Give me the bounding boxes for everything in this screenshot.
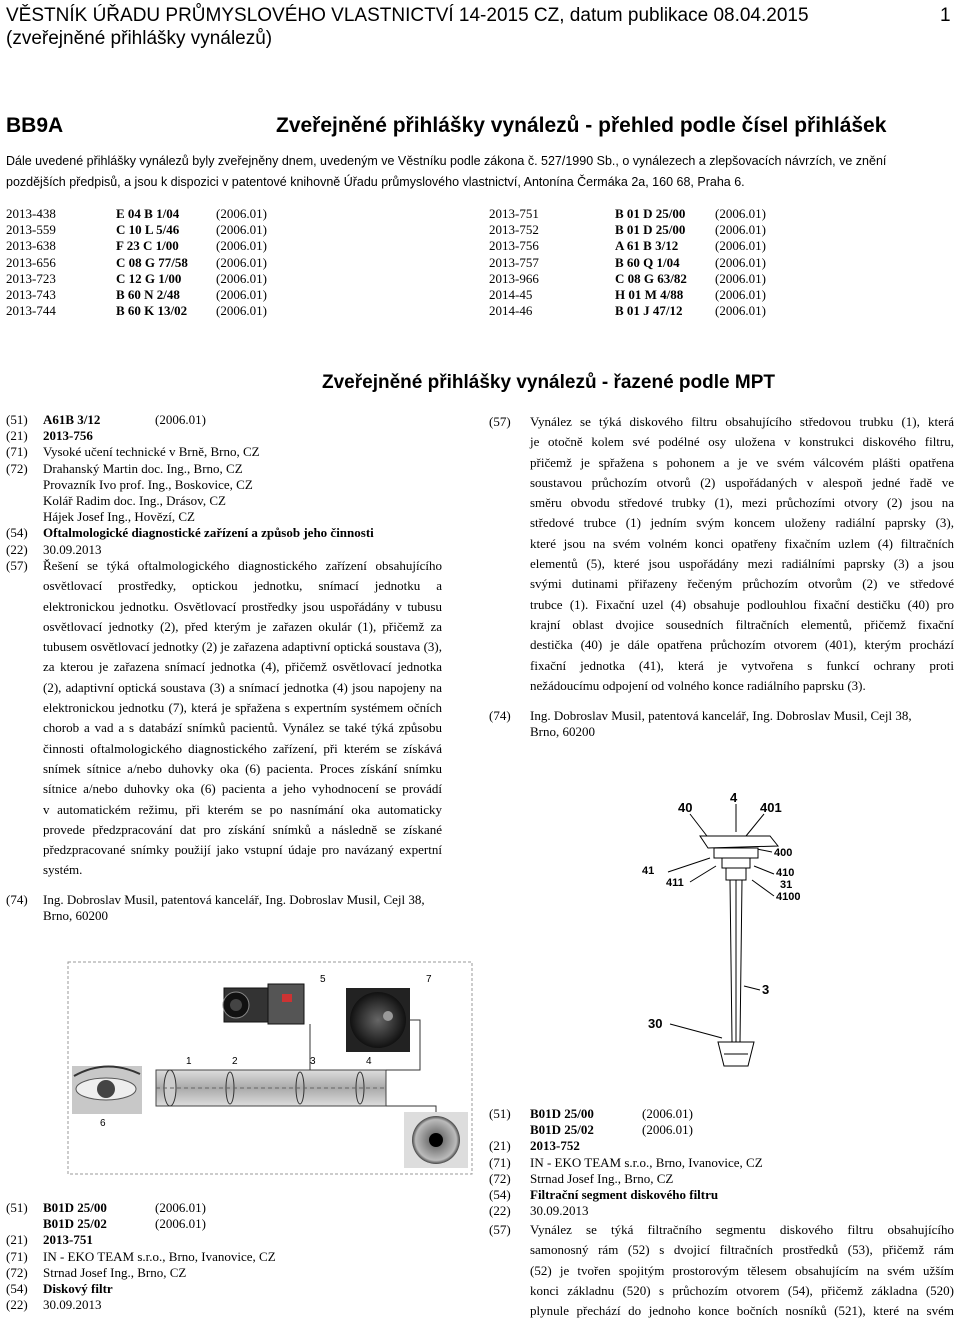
entry-2013-752: (51) B01D 25/00 (2006.01) B01D 25/02 (2006.01) (21) 2013-752 (71) IN - EKO TEAM s.r.o., Brno, Ivanovice, CZ (72) Strnad Josef Ing., Brno, CZ (54) Filtrační segment diskového filtru (22) 30.09.2013 [489, 1106, 763, 1219]
ophthalmic-device-figure [60, 958, 480, 1180]
figure-label: 3 [310, 1056, 316, 1067]
figure-label: 1 [186, 1056, 192, 1067]
figure-label: 4 [730, 790, 738, 805]
disk-filter-figure [640, 776, 840, 1082]
journal-header [6, 4, 809, 50]
mpt-section-title: Zveřejněné přihlášky vynálezů - řazené podle MPT [322, 372, 775, 393]
list-item: 2013-743 B 60 N 2/48 (2006.01) [6, 286, 267, 302]
figure-label: 4100 [776, 891, 801, 903]
agent-2013-756: (74) Ing. Dobroslav Musil, patentová kancelář, Ing. Dobroslav Musil, Cejl 38, Brno, 60200 [6, 892, 425, 924]
intro-line-1: Dále uvedené přihlášky vynálezů byly zveřejněny dnem, uvedeným ve Věstníku podle zákona č. 527/1990 Sb., o vynálezech a zlepšovacích návrzích, ve znění [6, 154, 887, 168]
inventor: Drahanský Martin doc. Ing., Brno, CZ [43, 460, 243, 476]
application-number: 2013-756 [43, 428, 93, 444]
radial-spoke [718, 880, 754, 1066]
list-item: 2013-723 C 12 G 1/00 (2006.01) [6, 270, 267, 286]
eye-photo [72, 1066, 142, 1114]
figure-label: 4 [366, 1056, 372, 1067]
application-number: 2013-752 [530, 1138, 580, 1154]
section-title: Zveřejněné přihlášky vynálezů - přehled podle čísel přihlášek [276, 114, 887, 137]
entry-2013-751: (51) B01D 25/00 (2006.01) B01D 25/02 (2006.01) (21) 2013-751 (71) IN - EKO TEAM s.r.o., Brno, Ivanovice, CZ (72) Strnad Josef Ing., Brno, CZ (54) Diskový filtr (22) 30.09.2013 [6, 1200, 276, 1313]
application-list-left [6, 206, 267, 319]
header-line-1: VĚSTNÍK ÚŘADU PRŮMYSLOVÉHO VLASTNICTVÍ 14-2015 CZ, datum publikace 08.04.2015 [6, 5, 809, 26]
list-item: 2013-638 F 23 C 1/00 (2006.01) [6, 238, 267, 254]
figure-label: 400 [774, 847, 793, 859]
list-item: 2013-656 C 08 G 77/58 (2006.01) [6, 254, 267, 270]
inventor: Strnad Josef Ing., Brno, CZ [530, 1170, 674, 1186]
figure-label: 41 [642, 865, 655, 877]
inventor: Strnad Josef Ing., Brno, CZ [43, 1264, 187, 1280]
header-line-2: (zveřejněné přihlášky vynálezů) [6, 28, 273, 49]
applicant: IN - EKO TEAM s.r.o., Brno, Ivanovice, CZ [43, 1248, 276, 1264]
figure-label: 5 [320, 974, 326, 985]
list-item: 2014-45 H 01 M 4/88 (2006.01) [489, 286, 766, 302]
abstract-text: Řešení se týká oftalmologického diagnostického zařízení obsahujícího osvětlovací prostředky, optickou jednotku, snímací jednotku a elektronickou jednotku. Osvětlovací prostředky jsou uspořádány v tubusu osvětlovací jednotky (2), před kterým je zařazen okulár (1), přičemž za tubusem osvětlovací jednotky (2) je zařazena adaptivní optická soustava (3), za kterou je zařazena snímací jednotka (4), přičemž osvětlovací jednotka (2), adaptivní optická soustava (3) a snímací jednotka (4) jsou napojeny na elektronickou jednotku (7), která je spřažena s expertním systémem očních chorob a vad a s databází snímků pacientů. Vynález se také týká způsobu činnosti oftalmologického diagnostického zařízení, při kterém se získává snímek sítnice a/nebo duhovky oka (6) pacienta. Proces získání snímku sítnice a/nebo duhovky oka (6) pacienta a jeho vyhodnocení se provádí v automatickém režimu, při kterém se po nasnímání oka automaticky provede předzpracování dat pro získání snímků a následně se získané předzpracované snímky použijí jako vstupní údaje pro navázaný expertní systém. [43, 558, 442, 878]
ipc-class: B01D 25/00 [43, 1200, 107, 1215]
agent-2013-751: (74) Ing. Dobroslav Musil, patentová kancelář, Ing. Dobroslav Musil, Cejl 38, Brno, 60200 [489, 708, 912, 740]
figure-label: 30 [648, 1016, 663, 1031]
abstract-text: Vynález se týká diskového filtru obsahujícího středovou trubku (1), která je otočně kolem své podélné osy uložena v konstrukci diskového filtru, přičemž je spřažena s pohonem a je ve svém válcovém plášti opatřena soustavou průchozím otvorů (2) uspořádaných v alespoň jedné řadě ve směru obvodu středové trubky (1), mezi průchozími otvory (2) jsou na středové trubce (1) jedním svým koncem uloženy radiální paprsky (3), které jsou na svém volném konci opatřeny fixačním uzlem (4) filtračních elementů (5), které jsou uspořádány mezi radiálními paprsky (3) a jsou svými dutinami přiřazeny řečeným průchozím otvorům (2) ve středové trubce (1). Fixační uzel (4) obsahuje podlouhlou fixační destičku (40) pro krajní oblast dvojice sousedních filtračních elementů, přičemž fixační destička (40) je dále opatřena průchozím otvorem (401), kterým prochází fixační jednotka (41), která je vytvořena s funkcí ochrany proti nežádoucímu odpojení od volného konce radiálního paprsku (3). [530, 414, 954, 693]
ipc-class: B01D 25/02 [530, 1122, 594, 1138]
fixation-node [700, 836, 778, 880]
list-item: 2013-757 B 60 Q 1/04 (2006.01) [489, 254, 766, 270]
optical-tube [156, 1070, 386, 1106]
figure-label: 401 [760, 800, 782, 815]
figure-label: 31 [780, 879, 793, 891]
section-intro [6, 151, 956, 193]
application-list-right [489, 206, 766, 319]
figure-label: 2 [232, 1056, 238, 1067]
abstract-2013-752: (57) Vynález se týká filtračního segmentu diskového filtru obsahujícího samonosný rám (52) s dvojicí filtračních prostředků (53), přičemž rám (52) je tvořen spojitým prostorovým tělesem obsahujícím na svém užším konci základnu (520) s průchozím otvorem (54), přičemž základna (520) plynule přechází do jednoho konce bočních nosníků (521), které na svém [489, 1220, 955, 1321]
filing-date: 30.09.2013 [530, 1203, 589, 1219]
figure-label: 6 [100, 1118, 106, 1129]
invention-title: Oftalmologické diagnostické zařízení a způsob jeho činnosti [43, 525, 374, 541]
list-item: 2014-46 B 01 J 47/12 (2006.01) [489, 303, 766, 319]
iris-image [404, 1112, 468, 1168]
inventor: Hájek Josef Ing., Hovězí, CZ [43, 509, 195, 525]
applicant: Vysoké učení technické v Brně, Brno, CZ [43, 444, 260, 460]
entry-2013-756: (51) A61B 3/12 (2006.01) (21) 2013-756 (71) Vysoké učení technické v Brně, Brno, CZ (72) Drahanský Martin doc. Ing., Brno, CZ Provazník Ivo prof. Ing., Boskovice, CZ Kolář Radim doc. Ing., Drásov, CZ Hájek Josef Ing., Hovězí, CZ (54) Oftalmologické diagnostické zařízení a způsob jeho činnosti (22) 30.09.2013 [6, 412, 374, 557]
filing-date: 30.09.2013 [43, 541, 102, 557]
abstract-2013-751: (57) Vynález se týká diskového filtru obsahujícího středovou trubku (1), která je otočně kolem své podélné osy uložena v konstrukci diskového filtru, přičemž je spřažena s pohonem a je ve svém válcovém plášti opatřena soustavou průchozím otvorů (2) uspořádaných v alespoň jedné řadě ve směru obvodu středové trubky (1), mezi průchozími otvory (2) jsou na středové trubce (1) jedním svým koncem uloženy radiální paprsky (3), které jsou na svém volném konci opatřeny fixačním uzlem (4) filtračních elementů (5), které jsou uspořádány mezi radiálními paprsky (3) a jsou svými dutinami přiřazeny řečeným průchozím otvorům (2) ve středové trubce (1). Fixační uzel (4) obsahuje podlouhlou fixační destičku (40) pro krajní oblast dvojice sousedních filtračních elementů, přičemž fixační destička (40) je dále opatřena průchozím otvorem (401), kterým prochází fixační jednotka (41), která je vytvořena s funkcí ochrany proti nežádoucímu odpojení od volného konce radiálního paprsku (3). [489, 412, 955, 696]
list-item: 2013-559 C 10 L 5/46 (2006.01) [6, 222, 267, 238]
list-item: 2013-751 B 01 D 25/00 (2006.01) [489, 206, 766, 221]
camera-unit [223, 984, 304, 1024]
inventor: Provazník Ivo prof. Ing., Boskovice, CZ [43, 476, 253, 492]
list-item: 2013-744 B 60 K 13/02 (2006.01) [6, 303, 267, 319]
intro-line-2: pozdějších předpisů, a jsou k dispozici v patentové knihovně Úřadu průmyslového vlastnictví, Antonína Čermáka 2a, 160 68, Praha 6. [6, 175, 745, 189]
figure-label: 40 [678, 800, 693, 815]
list-item: 2013-438 E 04 B 1/04 (2006.01) [6, 206, 267, 221]
filing-date: 30.09.2013 [43, 1297, 102, 1313]
inventor: Kolář Radim doc. Ing., Drásov, CZ [43, 492, 226, 508]
abstract-2013-756: (57) Řešení se týká oftalmologického diagnostického zařízení obsahujícího osvětlovací prostředky, optickou jednotku, snímací jednotku a elektronickou jednotku. Osvětlovací prostředky jsou uspořádány v tubusu osvětlovací jednotky (2), před kterým je zařazen okulár (1), přičemž za tubusem osvětlovací jednotky (2) je zařazena adaptivní optická soustava (3), za kterou je zařazena snímací jednotka (4), přičemž osvětlovací jednotka (2), adaptivní optická soustava (3) a snímací jednotka (4) jsou napojeny na elektronickou jednotku (7), která je spřažena s expertním systémem očních chorob a vad a s databází snímků pacientů. Vynález se také týká způsobu činnosti oftalmologického diagnostického zařízení, při kterém se získává snímek sítnice a/nebo duhovky oka (6) pacienta. Proces získání snímku sítnice a/nebo duhovky oka (6) pacienta a jeho vyhodnocení se provádí v automatickém režimu, při kterém se po nasnímání oka automaticky provede předzpracování dat pro získání snímků a následně se získané předzpracované snímky použijí jako vstupní údaje pro navázaný expertní systém. [6, 556, 466, 881]
figure-label: 3 [762, 982, 770, 997]
page-number: 1 [940, 5, 951, 26]
list-item: 2013-752 B 01 D 25/00 (2006.01) [489, 222, 766, 238]
application-number: 2013-751 [43, 1232, 93, 1248]
retina-image [346, 988, 410, 1052]
invention-title: Filtrační segment diskového filtru [530, 1186, 719, 1202]
invention-title: Diskový filtr [43, 1280, 113, 1296]
figure-label: 411 [666, 877, 684, 889]
applicant: IN - EKO TEAM s.r.o., Brno, Ivanovice, CZ [530, 1154, 763, 1170]
figure-label: 410 [776, 867, 795, 879]
ipc-class: B01D 25/00 [530, 1106, 594, 1121]
list-item: 2013-756 A 61 B 3/12 (2006.01) [489, 238, 766, 254]
ipc-class: A61B 3/12 [43, 412, 101, 427]
abstract-text: Vynález se týká filtračního segmentu diskového filtru obsahujícího samonosný rám (52) s dvojicí filtračních prostředků (53), přičemž rám (52) je tvořen spojitým prostorovým tělesem obsahujícím na svém užším konci základnu (520) s průchozím otvorem (54), přičemž základna (520) plynule přechází do jednoho konce bočních nosníků (521), které na svém [530, 1222, 954, 1319]
ipc-class: B01D 25/02 [43, 1216, 107, 1232]
section-code: BB9A [6, 114, 64, 137]
list-item: 2013-966 C 08 G 63/82 (2006.01) [489, 270, 766, 286]
figure-label: 7 [426, 974, 432, 985]
